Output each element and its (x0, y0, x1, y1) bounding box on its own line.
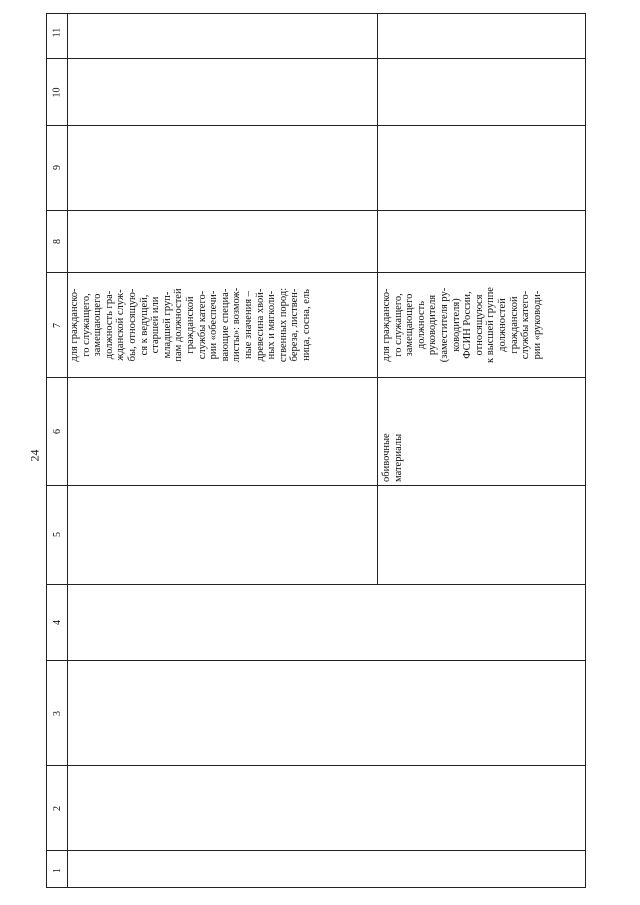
rotated-table (46, 13, 586, 888)
column-divider-1-2 (47, 850, 585, 851)
column-divider-2-3 (47, 765, 585, 766)
col-number-4: 4 (51, 619, 63, 625)
col-number-11: 11 (51, 27, 63, 37)
column-divider-6-7 (47, 377, 585, 378)
column-divider-7-8 (47, 272, 585, 273)
column-number-band (47, 14, 68, 887)
column-divider-9-10 (47, 125, 585, 126)
column-divider-5-6 (47, 485, 585, 486)
row2-col6-text: обивочные материалы (381, 433, 404, 482)
column-divider-10-11 (47, 58, 585, 59)
row2-col7-text: для гражданско- го служащего, замещающего должность руководителя (заместителя ру- ководителя) ФСИН России, относящуюся к высшей группе должностей гражданской службы катего- рии «руководи- (381, 287, 543, 363)
row1-col7-text: для гражданско- го служащего, замещающего должность гра- жданской служ- бы, относящую- ся к ведущей, старшей или младшей груп- пам должностей гражданской службы катего- рии «обеспечи- вающие специа- листы»: возмож- ные значения – древесина хвой- ных и мягколи- ственных пород: береза, листвен- ница, сосна, ель (69, 287, 312, 363)
col-number-3: 3 (51, 710, 63, 716)
column-divider-8-9 (47, 210, 585, 211)
row-separator (377, 14, 378, 584)
page-number-text: 24 (27, 449, 42, 461)
column-divider-4-5 (47, 584, 585, 585)
col-number-8: 8 (51, 238, 63, 244)
col-number-7: 7 (51, 322, 63, 328)
col-number-6: 6 (51, 428, 63, 434)
col-number-1: 1 (51, 867, 63, 873)
col-number-10: 10 (51, 87, 63, 97)
col-number-5: 5 (51, 531, 63, 537)
col-number-2: 2 (51, 805, 63, 811)
column-divider-3-4 (47, 660, 585, 661)
col-number-9: 9 (51, 164, 63, 170)
